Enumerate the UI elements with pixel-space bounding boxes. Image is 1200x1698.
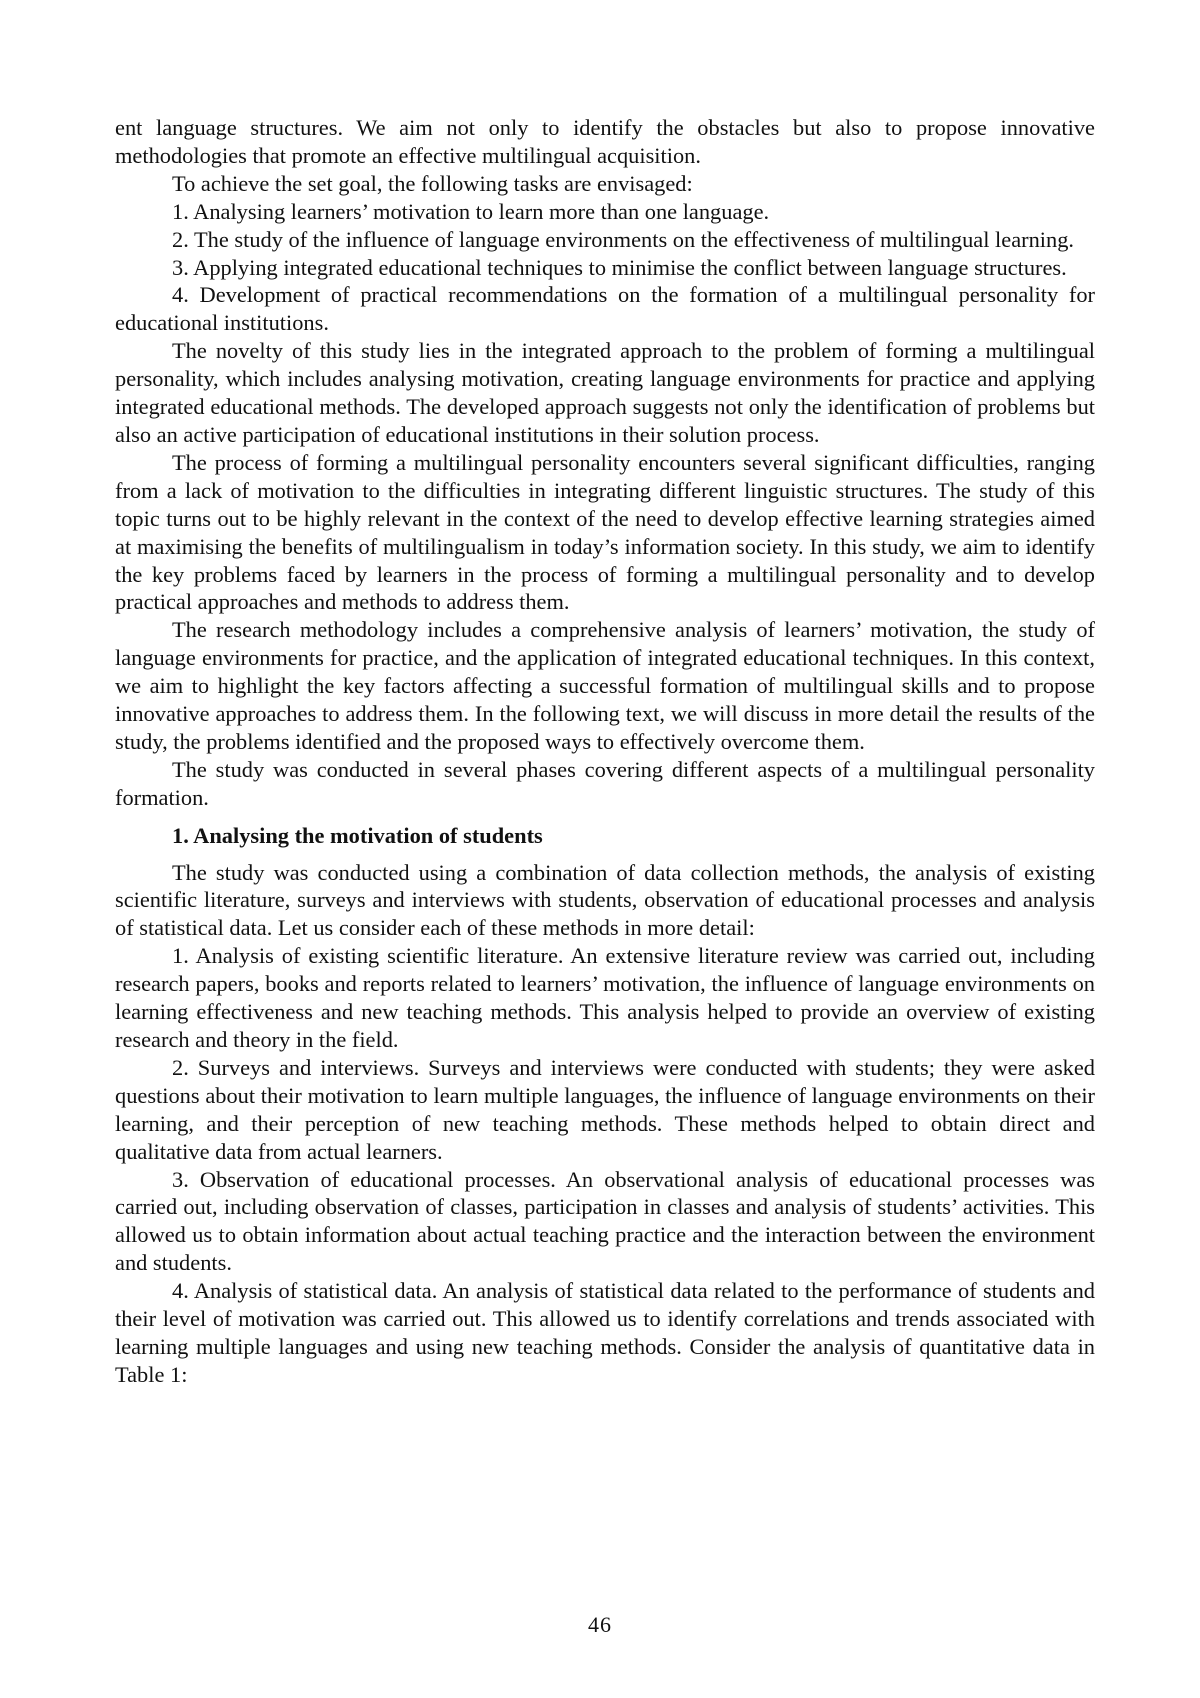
task-item-4: 4. Development of practical recommendations on the formation of a multilingual personality for educational institutions. — [115, 282, 1095, 336]
method-item-4: 4. Analysis of statistical data. An analysis of statistical data related to the performance of students and their level of motivation was carried out. This allowed us to identify correlations and trends associated with learning multiple languages and using new teaching methods. Consider the analysis of quantitative data in Table 1: — [115, 1278, 1095, 1387]
paragraph-difficulties: The process of forming a multilingual personality encounters several significant difficulties, ranging from a lack of motivation to the difficulties in integrating different linguistic structures. The study of this topic turns out to be highly relevant in the context of the need to develop effective learning strategies aimed at maximising the benefits of multilingualism in today’s information society. In this study, we aim to identify the key problems faced by learners in the process of forming a multilingual personality and to develop practical approaches and methods to address them. — [115, 449, 1095, 615]
paragraph-phases: The study was conducted in several phases covering different aspects of a multilingual personality formation. — [115, 756, 1095, 810]
method-item-2: 2. Surveys and interviews. Surveys and interviews were conducted with students; they were asked questions about their motivation to learn multiple languages, the influence of language environments on their learning, and their perception of new teaching methods. These methods helped to obtain direct and qualitative data from actual learners. — [115, 1054, 1095, 1164]
paragraph-continuation: ent language structures. We aim not only to identify the obstacles but also to propose innovative methodologies that promote an effective multilingual acquisition. — [115, 115, 1095, 168]
method-item-1: 1. Analysis of existing scientific literature. An extensive literature review was carried out, including research papers, books and reports related to learners’ motivation, the influence of language environments on learning effectiveness and new teaching methods. This analysis helped to provide an overview of existing research and theory in the field. — [115, 943, 1095, 1052]
section-heading: 1. Analysing the motivation of students — [172, 822, 543, 848]
paragraph-methods-intro: The study was conducted using a combination of data collection methods, the analysis of existing scientific literature, surveys and interviews with students, observation of educational processes and analysis of statistical data. Let us consider each of these methods in more detail: — [115, 859, 1095, 941]
page-body — [115, 114, 1095, 1389]
paragraph-novelty: The novelty of this study lies in the integrated approach to the problem of forming a multilingual personality, which includes analysing motivation, creating language environments for practice and applying integrated educational methods. The developed approach suggests not only the identification of problems but also an active participation of educational institutions in their solution process. — [115, 338, 1095, 447]
method-item-3: 3. Observation of educational processes. An observational analysis of educational processes was carried out, including observation of classes, participation in classes and analysis of students’ activities. This allowed us to obtain information about actual teaching practice and the interaction between the environment and students. — [115, 1166, 1095, 1276]
page-number: 46 — [588, 1612, 612, 1637]
paragraph-methodology: The research methodology includes a comprehensive analysis of learners’ motivation, the study of language environments for practice, and the application of integrated educational techniques. In this context, we aim to highlight the key factors affecting a successful formation of multilingual skills and to propose innovative approaches to address them. In the following text, we will discuss in more detail the results of the study, the problems identified and the proposed ways to effectively overcome them. — [115, 617, 1095, 754]
task-item-1: 1. Analysing learners’ motivation to learn more than one language. — [172, 198, 770, 224]
task-item-2: 2. The study of the influence of language environments on the effectiveness of multilingual learning. — [172, 226, 1075, 252]
task-item-3: 3. Applying integrated educational techniques to minimise the conflict between language structures. — [172, 254, 1067, 280]
paragraph-tasks-intro: To achieve the set goal, the following tasks are envisaged: — [172, 170, 693, 196]
